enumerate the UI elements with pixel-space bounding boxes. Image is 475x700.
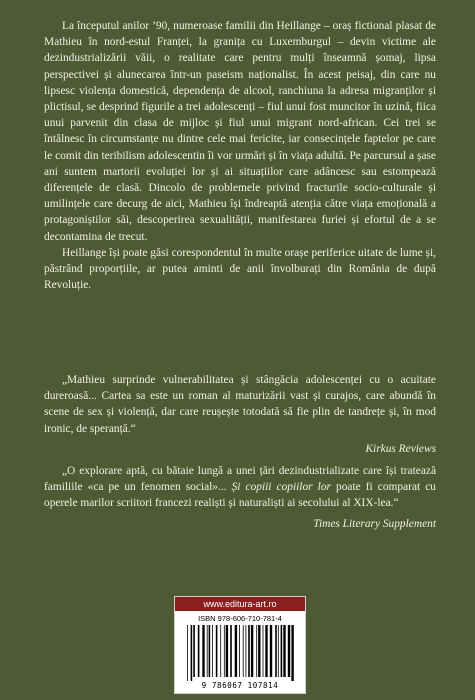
- book-title: Și copiii copiilor lor: [231, 481, 331, 494]
- barcode-bar: [275, 625, 277, 677]
- barcode-bar: [278, 625, 279, 677]
- barcode-bar: [191, 625, 193, 681]
- barcode-bar: [187, 625, 188, 681]
- barcode-bar: [251, 625, 253, 677]
- barcode-bar: [291, 625, 293, 681]
- isbn-number: ISBN 978-606-710-781-4: [198, 614, 282, 623]
- barcode-bar: [202, 625, 204, 677]
- isbn-barcode-label: [174, 596, 306, 694]
- barcode-bar: [207, 625, 208, 677]
- publisher-website: www.editura-art.ro: [175, 597, 305, 611]
- barcode-bar: [246, 625, 247, 677]
- barcode-bar: [230, 625, 232, 677]
- barcode-bar: [216, 625, 218, 677]
- review-quote-tls: [44, 463, 436, 532]
- quote-text: „Mathieu surprinde vulnerabilitatea și stângăcia adolescenței cu o acuitate dureroasă... Cartea sa este un roman al maturizării vast și curajos, care abundă în scene de sex și violență, dar care reușește totodată să fie plin de tandrețe și, în mod ironic, de speranță.“: [44, 374, 436, 435]
- barcode-bar: [243, 625, 244, 677]
- barcode-digits: 9 786067 107814: [201, 681, 279, 690]
- quote-text-before: „O explorare aptă, cu bătaie lungă a unei țări dezindustrializate care își tratează familiile «ca pe un fenomen social»...: [44, 465, 436, 494]
- quote-text-after: poate fi comparat cu operele marilor scriitori francezi realiști și naturaliști ai secolului al XIX-lea.“: [44, 481, 436, 510]
- barcode-bar: [258, 625, 260, 677]
- barcode-bar: [265, 625, 267, 677]
- barcode-bar: [226, 625, 228, 677]
- barcode-bar: [193, 625, 195, 677]
- barcode-bar: [256, 625, 257, 677]
- barcode-bar: [281, 625, 283, 677]
- barcode-bar: [239, 625, 240, 677]
- barcode-bar: [224, 625, 225, 677]
- quote-source: Kirkus Reviews: [365, 442, 436, 455]
- barcode-bar: [288, 625, 290, 677]
- barcode-bar: [263, 625, 264, 677]
- barcode-bar: [220, 625, 221, 677]
- barcode-bars: [185, 625, 297, 681]
- quote-source: Times Literary Supplement: [313, 517, 436, 530]
- blurb-text: [44, 18, 436, 293]
- review-quote-kirkus: [44, 372, 436, 457]
- quote-text: [44, 463, 436, 512]
- blurb-paragraph-2: Heillange își poate găsi corespondentul în multe orașe periferice uitate de lume și, păstrând proporțiile, ar putea aminti de anii învolburați din România de după Revoluție.: [44, 246, 436, 292]
- barcode-bar: [283, 625, 285, 677]
- barcode-bar: [235, 625, 237, 677]
- blurb-paragraph-1: La începutul anilor ’90, numeroase familii din Heillange – oraș fictional plasat de Mathieu în nord-estul Franței, la granița cu Luxemburgul – devin victime ale dezindustrializării văii, o realitate care pentru mulți înseamnă șomaj, lipsa perspectivei și alunecarea într-un paseism naționalist. În acest peisaj, din care nu lipsesc violența domestică, dependența de alcool, ranchiuna la adresa migranților și plictisul, se desprind figurile a trei adolescenți – fiul unui fost muncitor în uzină, fiica unui parvenit din clasa de mijloc și fiul unui migrant nord-african. Cei trei se întâlnesc în circumstanțe nu dintre cele mai fericite, iar consecințele faptelor pe care le comit din teribilism adolescentin îi vor urmări și în viața adultă. Pe parcursul a șase ani suntem martorii evoluției lor și ai situațiilor care adâncesc sau estompează diferențele de clasă. Dincolo de problemele privind fracturile socio-culturale și umilințele care decurg de aici, Mathieu își îndreaptă atenția către viața emoțională a protagoniștilor săi, descoperirea sexualității, manifestarea furiei și efortul de a se decontamina de trecut.: [44, 20, 436, 243]
- barcode-bar: [212, 625, 213, 677]
- barcode-bar: [209, 625, 211, 677]
- barcode-bar: [198, 625, 200, 677]
- barcode-bar: [248, 625, 250, 677]
- barcode-bar: [270, 625, 272, 677]
